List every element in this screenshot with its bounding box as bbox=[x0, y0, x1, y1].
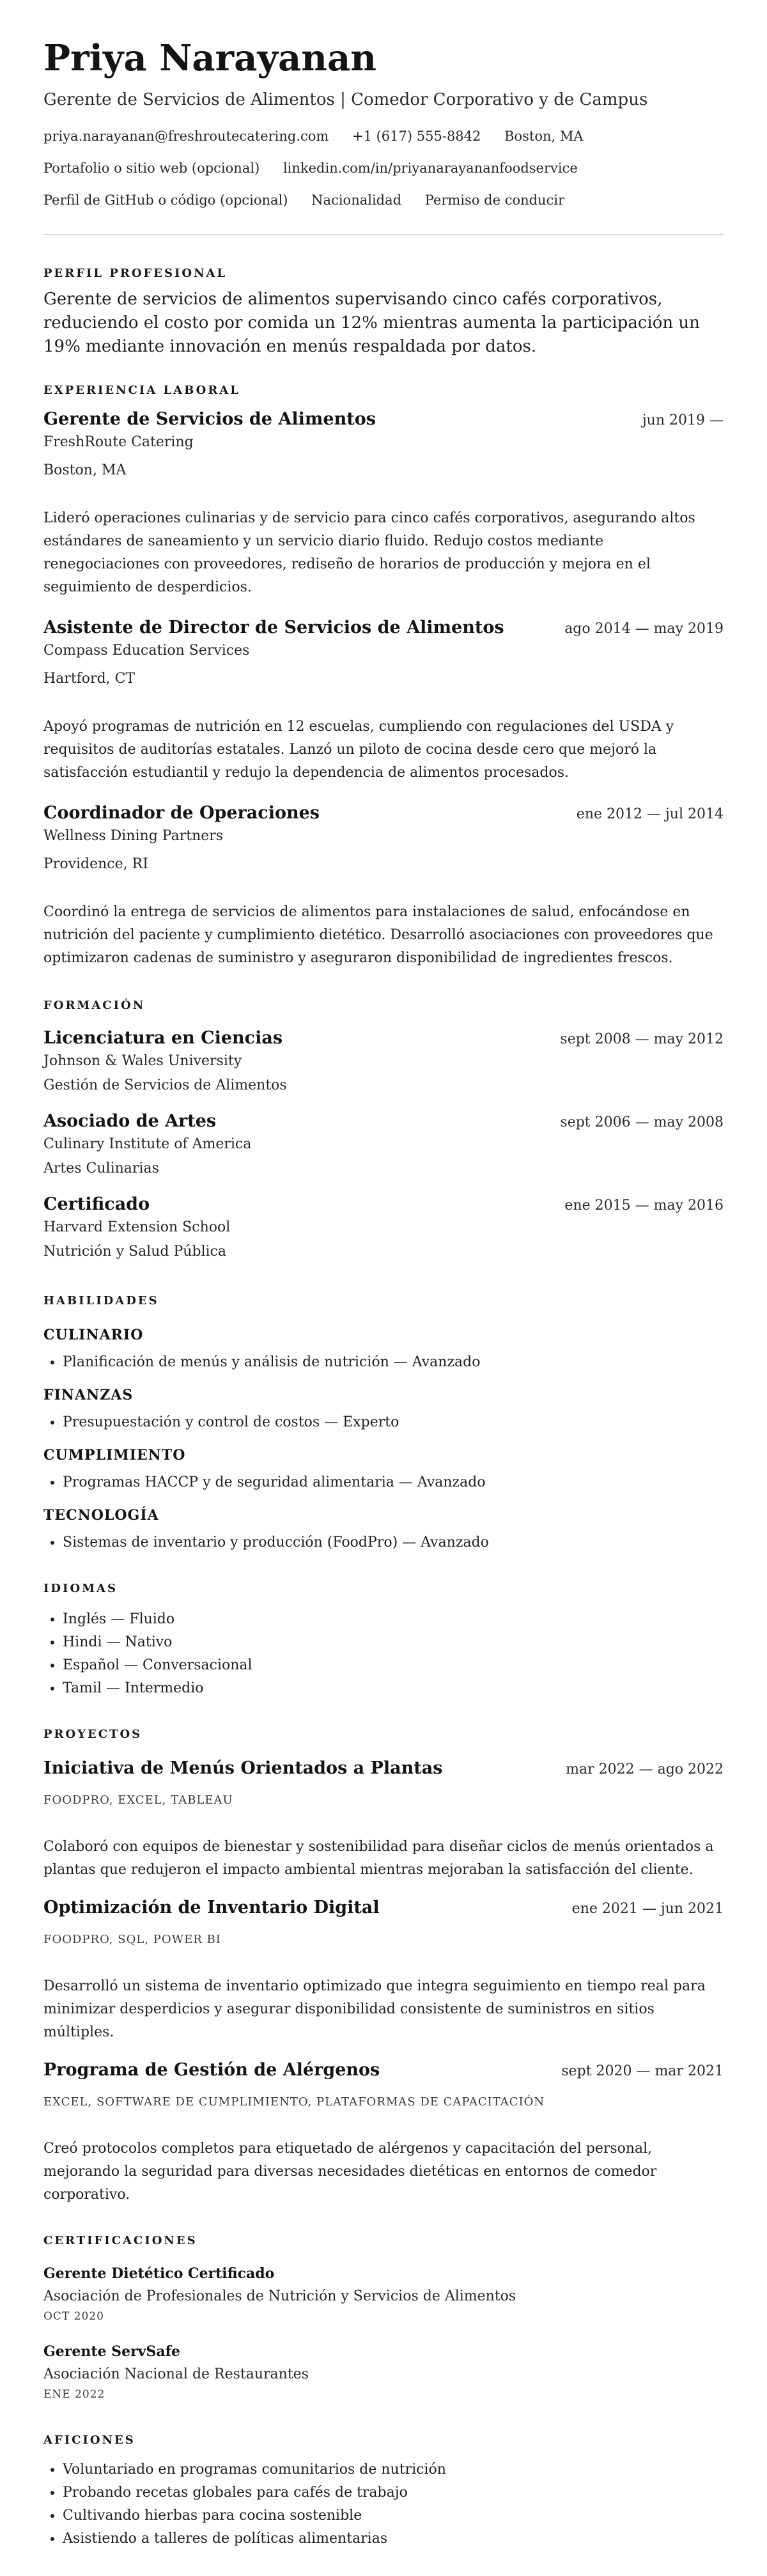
job-company: Compass Education Services bbox=[43, 643, 250, 659]
language-item: • Inglés — Fluido bbox=[63, 1608, 724, 1631]
job-description: Coordinó la entrega de servicios de alimentos para instalaciones de salud, enfocándose en nutrición del paciente y cumplimiento dietético. Desarrolló asociaciones con proveedores que optimizaron cadenas de suministro y aseguraron disponibilidad de ingredientes frescos. bbox=[43, 904, 713, 966]
degree-title: Certificado bbox=[43, 1194, 150, 1214]
education-entry bbox=[43, 1026, 724, 1095]
project-entry bbox=[43, 2058, 724, 2206]
section-title: HABILIDADES bbox=[43, 1294, 159, 1308]
job-company: Wellness Dining Partners bbox=[43, 828, 224, 844]
job-entry bbox=[43, 616, 724, 785]
section-title: AFICIONES bbox=[43, 2433, 136, 2447]
certification-entry bbox=[43, 2342, 724, 2402]
skill-list bbox=[43, 1471, 724, 1494]
skill-category bbox=[43, 1386, 724, 1434]
section-title: FORMACIÓN bbox=[43, 999, 146, 1012]
hobby-item: • Probando recetas globales para cafés de trabajo bbox=[63, 2481, 724, 2504]
field-of-study: Nutrición y Salud Pública bbox=[43, 1244, 227, 1260]
location-text: Boston, MA bbox=[504, 129, 584, 144]
certification-issuer: Asociación Nacional de Restaurantes bbox=[43, 2366, 309, 2382]
github-link[interactable]: Perfil de GitHub o código (opcional) bbox=[43, 192, 288, 208]
candidate-headline: Gerente de Servicios de Alimentos | Comedor Corporativo y de Campus bbox=[43, 90, 648, 109]
job-entry bbox=[43, 407, 724, 599]
language-item: • Hindi — Nativo bbox=[63, 1631, 724, 1654]
drivers-license-text: Permiso de conducir bbox=[424, 192, 565, 208]
languages-section bbox=[43, 1581, 724, 1700]
linkedin-link[interactable]: linkedin.com/in/priyanarayananfoodservice bbox=[283, 160, 578, 176]
project-technologies: FOODPRO, SQL, POWER BI bbox=[43, 1933, 221, 1946]
language-item: • Español — Conversacional bbox=[63, 1654, 724, 1677]
project-entry bbox=[43, 1756, 724, 1882]
field-of-study: Artes Culinarias bbox=[43, 1160, 159, 1176]
email-link[interactable]: priya.narayanan@freshroutecatering.com bbox=[43, 129, 329, 144]
degree-title: Licenciatura en Ciencias bbox=[43, 1028, 283, 1048]
certification-entry bbox=[43, 2264, 724, 2324]
project-header bbox=[43, 1756, 724, 1781]
skill-item: • Sistemas de inventario y producción (FoodPro) — Avanzado bbox=[63, 1531, 724, 1554]
hobby-item: • Voluntariado en programas comunitarios de nutrición bbox=[63, 2458, 724, 2481]
project-dates: ene 2021 — jun 2021 bbox=[571, 1901, 724, 1917]
education-header bbox=[43, 1192, 724, 1217]
project-name: Optimización de Inventario Digital bbox=[43, 1898, 380, 1917]
section-title: PROYECTOS bbox=[43, 1728, 143, 1741]
job-title: Asistente de Director de Servicios de Alimentos bbox=[43, 618, 504, 637]
education-header bbox=[43, 1109, 724, 1134]
certification-name: Gerente ServSafe bbox=[43, 2343, 181, 2360]
contact-row bbox=[43, 184, 724, 216]
phone-text: +1 (617) 555-8842 bbox=[352, 129, 481, 144]
job-title: Coordinador de Operaciones bbox=[43, 803, 320, 823]
candidate-name: Priya Narayanan bbox=[43, 37, 377, 79]
skill-category-name: CUMPLIMIENTO bbox=[43, 1447, 186, 1464]
project-description: Colaboró con equipos de bienestar y sostenibilidad para diseñar ciclos de menús orientados a plantas que redujeron el impacto ambiental mientras mejoraban la satisfacción del cliente. bbox=[43, 1839, 714, 1878]
hobby-item: • Cultivando hierbas para cocina sostenible bbox=[63, 2504, 724, 2527]
certifications-section bbox=[43, 2233, 724, 2402]
project-description: Creó protocolos completos para etiquetado de alérgenos y capacitación del personal, mejorando la seguridad para diversas necesidades dietéticas en entornos de comedor corporativo. bbox=[43, 2141, 657, 2203]
job-description: Apoyó programas de nutrición en 12 escuelas, cumpliendo con regulaciones del USDA y requisitos de auditorías estatales. Lanzó un piloto de cocina desde cero que mejoró la satisfacción estudiantil y redujo la dependencia de alimentos procesados. bbox=[43, 719, 674, 781]
project-dates: sept 2020 — mar 2021 bbox=[561, 2063, 724, 2079]
education-dates: sept 2006 — may 2008 bbox=[560, 1114, 724, 1130]
job-header bbox=[43, 407, 724, 432]
project-name: Programa de Gestión de Alérgenos bbox=[43, 2060, 380, 2080]
portfolio-link[interactable]: Portafolio o sitio web (opcional) bbox=[43, 160, 260, 176]
skill-item: • Programas HACCP y de seguridad alimentaria — Avanzado bbox=[63, 1471, 724, 1494]
job-header bbox=[43, 801, 724, 825]
skill-list bbox=[43, 1351, 724, 1374]
job-header bbox=[43, 616, 724, 640]
hobby-list bbox=[43, 2458, 724, 2550]
certification-date: OCT 2020 bbox=[43, 2310, 104, 2323]
section-title: IDIOMAS bbox=[43, 1582, 118, 1595]
field-of-study: Gestión de Servicios de Alimentos bbox=[43, 1077, 287, 1093]
job-description: Lideró operaciones culinarias y de servicio para cinco cafés corporativos, asegurando altos estándares de saneamiento y un servicio diario fluido. Redujo costos mediante renegociaciones con proveedores, rediseño de horarios de producción y mejora en el seguimiento de desperdicios. bbox=[43, 510, 695, 595]
project-header bbox=[43, 1896, 724, 1920]
certification-name: Gerente Dietético Certificado bbox=[43, 2265, 275, 2282]
projects-section bbox=[43, 1727, 724, 2206]
contact-block bbox=[43, 120, 724, 216]
job-company: FreshRoute Catering bbox=[43, 434, 194, 450]
contact-row bbox=[43, 120, 724, 152]
project-description: Desarrolló un sistema de inventario optimizado que integra seguimiento en tiempo real para minimizar desperdicios y asegurar disponibilidad consistente de suministros en sitios múltiples. bbox=[43, 1978, 706, 2040]
skill-list bbox=[43, 1411, 724, 1434]
hobby-item: • Asistiendo a talleres de políticas alimentarias bbox=[63, 2527, 724, 2550]
school-name: Culinary Institute of America bbox=[43, 1136, 252, 1152]
job-location: Boston, MA bbox=[43, 462, 127, 478]
project-name: Iniciativa de Menús Orientados a Plantas bbox=[43, 1758, 443, 1778]
skills-section bbox=[43, 1293, 724, 1554]
skill-category-name: TECNOLOGÍA bbox=[43, 1507, 159, 1524]
section-title: CERTIFICACIONES bbox=[43, 2234, 198, 2247]
job-dates: jun 2019 — bbox=[642, 412, 724, 428]
education-entry bbox=[43, 1109, 724, 1178]
education-dates: sept 2008 — may 2012 bbox=[560, 1031, 724, 1047]
skill-category-name: FINANZAS bbox=[43, 1387, 134, 1403]
header-divider bbox=[43, 234, 724, 235]
skill-list bbox=[43, 1531, 724, 1554]
job-dates: ago 2014 — may 2019 bbox=[564, 621, 724, 637]
skill-item: • Presupuestación y control de costos — Experto bbox=[63, 1411, 724, 1434]
education-section bbox=[43, 998, 724, 1261]
language-item: • Tamil — Intermedio bbox=[63, 1677, 724, 1700]
experience-section bbox=[43, 383, 724, 970]
job-title: Gerente de Servicios de Alimentos bbox=[43, 409, 376, 429]
contact-row bbox=[43, 152, 724, 184]
section-title: PERFIL PROFESIONAL bbox=[43, 267, 228, 280]
project-technologies: FOODPRO, EXCEL, TABLEAU bbox=[43, 1793, 233, 1807]
skill-category bbox=[43, 1325, 724, 1374]
skill-category bbox=[43, 1506, 724, 1554]
project-entry bbox=[43, 1896, 724, 2044]
project-header bbox=[43, 2058, 724, 2082]
school-name: Johnson & Wales University bbox=[43, 1053, 242, 1069]
skill-category-name: CULINARIO bbox=[43, 1327, 144, 1343]
education-header bbox=[43, 1026, 724, 1050]
skill-category bbox=[43, 1446, 724, 1494]
project-technologies: EXCEL, SOFTWARE DE CUMPLIMIENTO, PLATAFORMAS DE CAPACITACIÓN bbox=[43, 2095, 545, 2109]
certification-date: ENE 2022 bbox=[43, 2388, 105, 2401]
job-location: Hartford, CT bbox=[43, 671, 136, 687]
section-title: EXPERIENCIA LABORAL bbox=[43, 384, 240, 397]
school-name: Harvard Extension School bbox=[43, 1219, 231, 1235]
education-entry bbox=[43, 1192, 724, 1261]
skill-item: • Planificación de menús y análisis de nutrición — Avanzado bbox=[63, 1351, 724, 1374]
summary-section bbox=[43, 266, 724, 359]
job-dates: ene 2012 — jul 2014 bbox=[576, 806, 724, 822]
job-entry bbox=[43, 801, 724, 970]
job-location: Providence, RI bbox=[43, 856, 148, 872]
resume-header bbox=[43, 35, 724, 216]
language-list bbox=[43, 1608, 724, 1700]
certification-issuer: Asociación de Profesionales de Nutrición y Servicios de Alimentos bbox=[43, 2288, 516, 2304]
summary-text: Gerente de servicios de alimentos supervisando cinco cafés corporativos, reduciendo el costo por comida un 12% mientras aumenta la participación un 19% mediante innovación en menús respaldada por datos. bbox=[43, 290, 700, 356]
nationality-text: Nacionalidad bbox=[311, 192, 402, 208]
degree-title: Asociado de Artes bbox=[43, 1111, 217, 1131]
hobbies-section bbox=[43, 2433, 724, 2550]
project-dates: mar 2022 — ago 2022 bbox=[566, 1761, 724, 1777]
education-dates: ene 2015 — may 2016 bbox=[564, 1198, 724, 1214]
